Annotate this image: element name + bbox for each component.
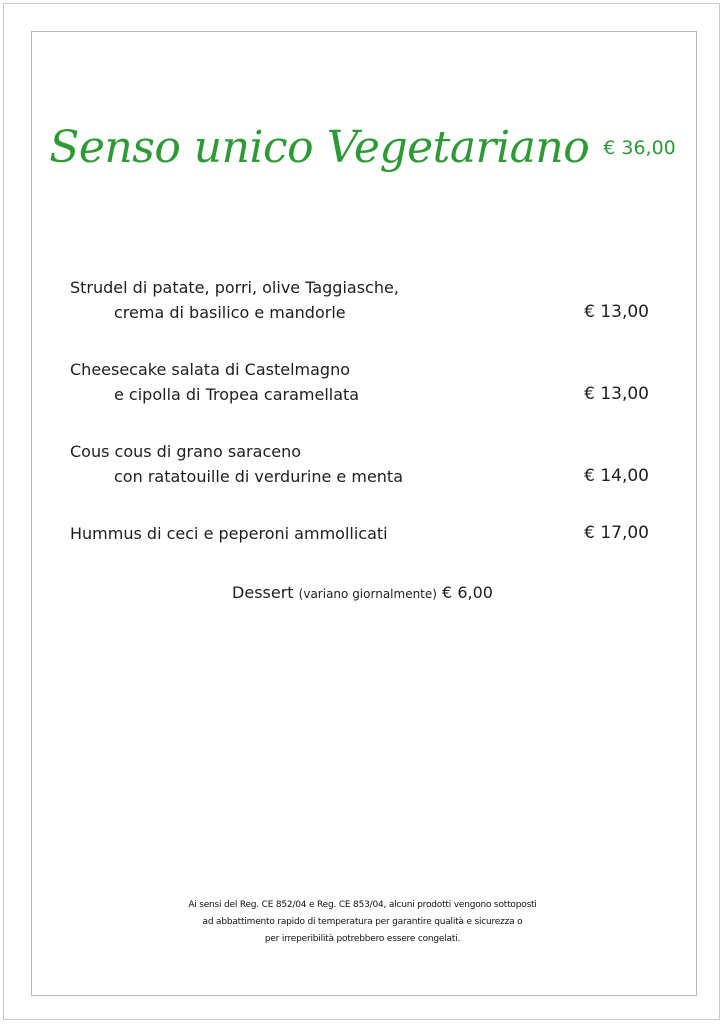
dish-name-line2: con ratatouille di verdurine e menta xyxy=(114,467,404,486)
dessert-label: Dessert xyxy=(232,583,294,602)
footnote-line: ad abbattimento rapido di temperatura per garantire qualità e sicurezza o xyxy=(202,917,523,927)
dish-name-line1: Strudel di patate, porri, olive Taggiasche, xyxy=(70,278,399,297)
footnote-line: Ai sensi del Reg. CE 852/04 e Reg. CE 853/04, alcuni prodotti vengono sottoposti xyxy=(188,900,537,910)
dish-price: € 14,00 xyxy=(584,466,649,486)
dish-name-line1: Hummus di ceci e peperoni ammollicati xyxy=(70,524,388,543)
legal-footnote xyxy=(0,897,725,948)
menu-title-name: Senso unico Vegetariano xyxy=(49,122,590,173)
dish-item xyxy=(70,439,650,489)
menu-frame xyxy=(31,31,697,996)
footnote-line: per irreperibilità potrebbero essere congelati. xyxy=(264,934,461,944)
dish-price: € 13,00 xyxy=(584,302,649,322)
dish-price: € 17,00 xyxy=(584,523,649,543)
dish-item xyxy=(70,521,650,546)
dessert-price: € 6,00 xyxy=(442,583,493,602)
dish-name-line1: Cous cous di grano saraceno xyxy=(70,442,302,461)
dessert-line xyxy=(0,580,725,607)
dish-name-line1: Cheesecake salata di Castelmagno xyxy=(70,360,350,379)
dish-price: € 13,00 xyxy=(584,384,649,404)
dessert-note: (variano giornalmente) xyxy=(298,587,437,601)
dish-item xyxy=(70,357,650,407)
dish-name-line2: crema di basilico e mandorle xyxy=(114,303,346,322)
menu-title xyxy=(0,122,725,173)
menu-title-price: € 36,00 xyxy=(603,136,676,159)
dish-item xyxy=(70,275,650,325)
dish-name-line2: e cipolla di Tropea caramellata xyxy=(114,385,360,404)
